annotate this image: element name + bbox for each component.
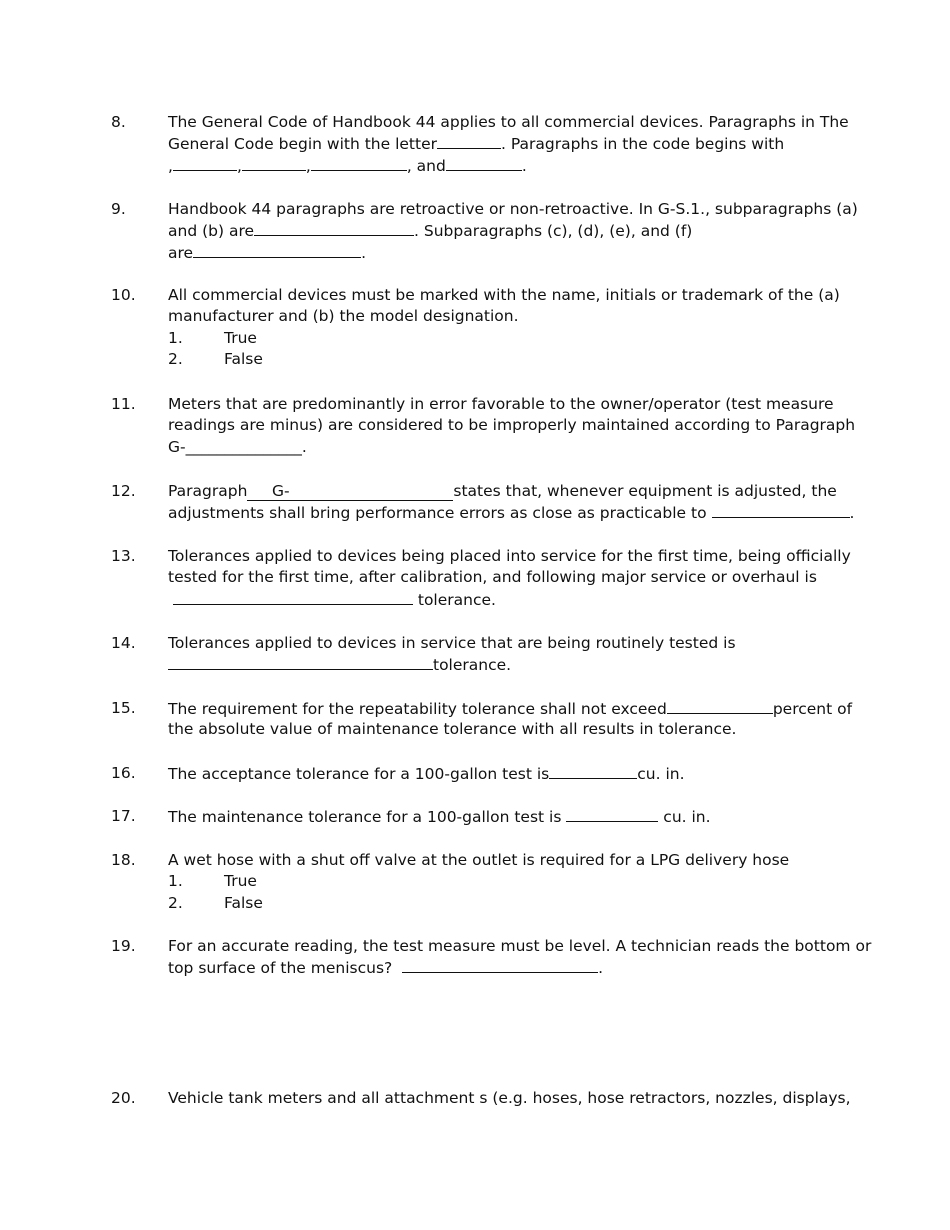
question-text-line [168, 655, 511, 674]
answer-blank[interactable] [437, 134, 501, 149]
question-number: 20. [111, 1089, 136, 1107]
question-number: 19. [111, 937, 136, 955]
answer-blank[interactable] [173, 156, 237, 171]
question-number: 13. [111, 547, 136, 565]
text-fragment: tolerance. [433, 656, 512, 674]
text-fragment: , [305, 157, 311, 175]
question-text-line: All commercial devices must be marked with the name, initials or trademark of the (a) [168, 286, 840, 304]
text-fragment: states that, whenever equipment is adjusted, the [453, 482, 837, 500]
answer-blank[interactable] [549, 764, 637, 779]
question-text-line: Meters that are predominantly in error favorable to the owner/operator (test measure [168, 395, 834, 413]
question-text-line [168, 807, 711, 826]
answer-blank[interactable] [242, 156, 306, 171]
answer-blank[interactable] [446, 156, 522, 171]
question-text-line [168, 764, 685, 783]
question-text-line [168, 482, 837, 501]
text-fragment: , [168, 157, 173, 175]
option-true[interactable]: True [224, 872, 257, 890]
answer-blank[interactable] [247, 482, 453, 501]
text-fragment: . [598, 959, 604, 977]
question-text-line: A wet hose with a shut off valve at the outlet is required for a LPG delivery hose [168, 851, 790, 869]
text-fragment: are [168, 244, 194, 262]
text-fragment: . Subparagraphs (c), (d), (e), and (f) [414, 222, 693, 240]
option-number: 2. [168, 894, 183, 912]
text-fragment: . [849, 504, 855, 522]
option-true[interactable]: True [224, 329, 257, 347]
question-text-line: readings are minus) are considered to be improperly maintained according to Paragraph [168, 416, 856, 434]
question-number: 16. [111, 764, 136, 782]
option-number: 1. [168, 872, 183, 890]
option-number: 2. [168, 350, 183, 368]
question-number: 12. [111, 482, 136, 500]
question-number: 10. [111, 286, 136, 304]
question-text-line [168, 503, 854, 522]
question-text-line: The General Code of Handbook 44 applies to all commercial devices. Paragraphs in The [168, 113, 849, 131]
question-text-line [168, 958, 603, 977]
answer-blank[interactable] [566, 807, 658, 822]
text-fragment: General Code begin with the letter [168, 135, 437, 153]
question-text-line [168, 590, 496, 609]
question-text-line [168, 156, 527, 175]
question-text-line: the absolute value of maintenance tolerance with all results in tolerance. [168, 720, 737, 738]
answer-blank[interactable] [402, 958, 598, 973]
text-fragment: , [236, 157, 242, 175]
answer-blank[interactable] [173, 590, 413, 605]
question-number: 8. [111, 113, 126, 131]
question-number: 15. [111, 699, 136, 717]
option-number: 1. [168, 329, 183, 347]
text-fragment: , and [406, 157, 446, 175]
question-number: 14. [111, 634, 136, 652]
question-text-line: Handbook 44 paragraphs are retroactive or non-retroactive. In G-S.1., subparagraphs (a) [168, 200, 858, 218]
answer-blank[interactable] [712, 503, 850, 518]
question-text-line[interactable]: G-_______________. [168, 438, 307, 456]
question-text-line [168, 221, 692, 240]
text-fragment: . Paragraphs in the code begins with [500, 135, 785, 153]
text-fragment: top surface of the meniscus? [168, 959, 393, 977]
question-number: 18. [111, 851, 136, 869]
question-text-line [168, 699, 852, 718]
text-fragment: and (b) are [168, 222, 255, 240]
text-fragment: The maintenance tolerance for a 100-gallon test is [168, 808, 562, 826]
question-text-line: Vehicle tank meters and all attachment s (e.g. hoses, hose retractors, nozzles, displays, [168, 1089, 851, 1107]
question-text-line: manufacturer and (b) the model designation. [168, 307, 519, 325]
text-fragment: tolerance. [417, 591, 496, 609]
paragraph-prefix: G- [272, 482, 290, 500]
question-number: 11. [111, 395, 136, 413]
option-false[interactable]: False [224, 894, 263, 912]
text-fragment: . [521, 157, 527, 175]
answer-blank[interactable] [168, 655, 433, 670]
answer-blank[interactable] [311, 156, 407, 171]
question-number: 17. [111, 807, 136, 825]
text-fragment: . [361, 244, 367, 262]
question-text-line [168, 243, 366, 262]
text-fragment: cu. in. [637, 765, 685, 783]
question-number: 9. [111, 200, 126, 218]
question-text-line: Tolerances applied to devices being placed into service for the first time, being officially [168, 547, 851, 565]
question-text-line: tested for the first time, after calibration, and following major service or overhaul is [168, 568, 817, 586]
question-text-line: For an accurate reading, the test measure must be level. A technician reads the bottom or [168, 937, 872, 955]
text-fragment: The acceptance tolerance for a 100-gallon test is [168, 765, 550, 783]
answer-blank[interactable] [193, 243, 361, 258]
option-false[interactable]: False [224, 350, 263, 368]
question-text-line: Tolerances applied to devices in service that are being routinely tested is [168, 634, 736, 652]
text-fragment: cu. in. [663, 808, 711, 826]
text-fragment: Paragraph [168, 482, 248, 500]
answer-blank[interactable] [667, 699, 773, 714]
question-text-line [168, 134, 784, 153]
text-fragment: adjustments shall bring performance errors as close as practicable to [168, 504, 707, 522]
answer-blank[interactable] [254, 221, 414, 236]
text-fragment: The requirement for the repeatability tolerance shall not exceed [168, 700, 667, 718]
text-fragment: percent of [772, 700, 853, 718]
